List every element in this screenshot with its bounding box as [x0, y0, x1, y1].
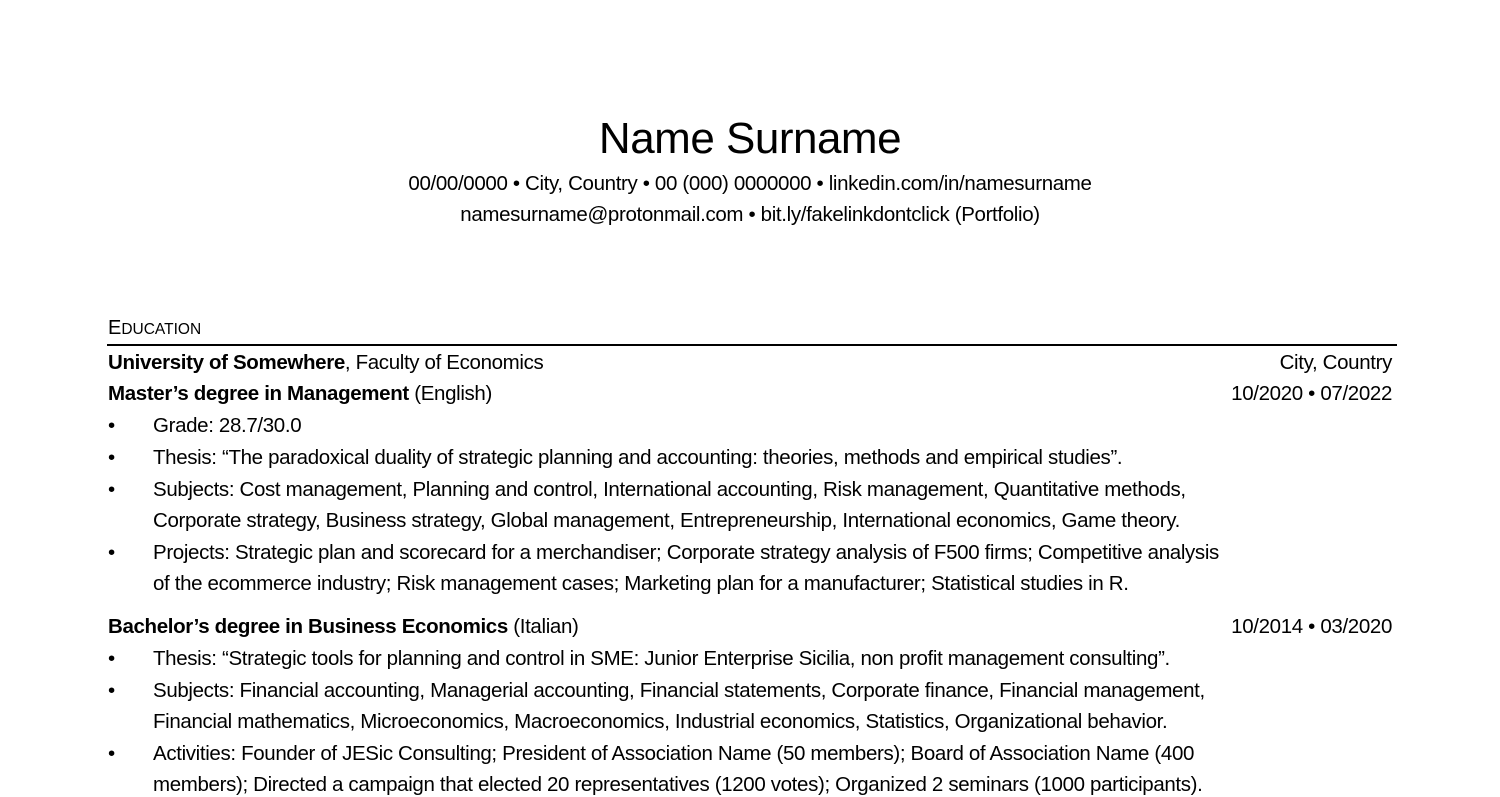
bullet: •: [108, 742, 115, 765]
list-item-continued: of the ecommerce industry; Risk management cases; Marketing plan for a manufacturer; Statistical studies in R.: [153, 572, 1129, 595]
faculty: , Faculty of Economics: [344, 351, 544, 374]
resume-name: Name Surname: [598, 114, 902, 163]
list-item-continued: Financial mathematics, Microeconomics, Macroeconomics, Industrial economics, Statistics, Organizational behavior.: [153, 710, 1168, 733]
section-divider: [107, 344, 1397, 346]
section-heading-education: [108, 316, 201, 342]
bullet: •: [108, 647, 115, 670]
masters-dates: 10/2020 • 07/2022: [1231, 382, 1392, 405]
list-item: Subjects: Cost management, Planning and control, International accounting, Risk management, Quantitative methods,: [153, 478, 1186, 501]
list-item-continued: members); Directed a campaign that elected 20 representatives (1200 votes); Organized 2 seminars (1000 participants).: [153, 773, 1203, 796]
list-item: Grade: 28.7/30.0: [153, 414, 302, 437]
degree-title: Master’s degree in Management: [108, 382, 409, 405]
heading-initial: E: [108, 317, 122, 339]
contact-line-email-portfolio: namesurname@protonmail.com • bit.ly/fakelinkdontclick (Portfolio): [460, 203, 1040, 226]
list-item: Thesis: “Strategic tools for planning and control in SME: Junior Enterprise Sicilia, non profit management consulting”.: [153, 647, 1170, 670]
university-location: City, Country: [1279, 351, 1392, 374]
university-line: [108, 351, 543, 375]
list-item: Activities: Founder of JESic Consulting; President of Association Name (50 members); Board of Association Name (400: [153, 742, 1195, 765]
bullet: •: [108, 446, 115, 469]
bullet: •: [108, 679, 115, 702]
degree-language: (English): [408, 382, 492, 405]
contact-line: 00/00/0000 • City, Country • 00 (000) 0000000 • linkedin.com/in/namesurname: [408, 172, 1092, 195]
bullet: •: [108, 541, 115, 564]
bullet: •: [108, 478, 115, 501]
list-item: Thesis: “The paradoxical duality of strategic planning and accounting: theories, methods and empirical studies”.: [153, 446, 1123, 469]
heading-rest: DUCATION: [121, 321, 202, 338]
masters-degree-line: [108, 382, 492, 406]
bullet: •: [108, 414, 115, 437]
bachelors-dates: 10/2014 • 03/2020: [1231, 615, 1392, 638]
degree-language: (Italian): [507, 615, 579, 638]
list-item-continued: Corporate strategy, Business strategy, Global management, Entrepreneurship, International economics, Game theory.: [153, 509, 1180, 532]
degree-title: Bachelor’s degree in Business Economics: [108, 615, 508, 638]
list-item: Subjects: Financial accounting, Managerial accounting, Financial statements, Corporate finance, Financial management,: [153, 679, 1205, 702]
bachelors-degree-line: [108, 615, 578, 639]
list-item: Projects: Strategic plan and scorecard for a merchandiser; Corporate strategy analysis of F500 firms; Competitive analysis: [153, 541, 1219, 564]
university-name: University of Somewhere: [108, 351, 345, 374]
